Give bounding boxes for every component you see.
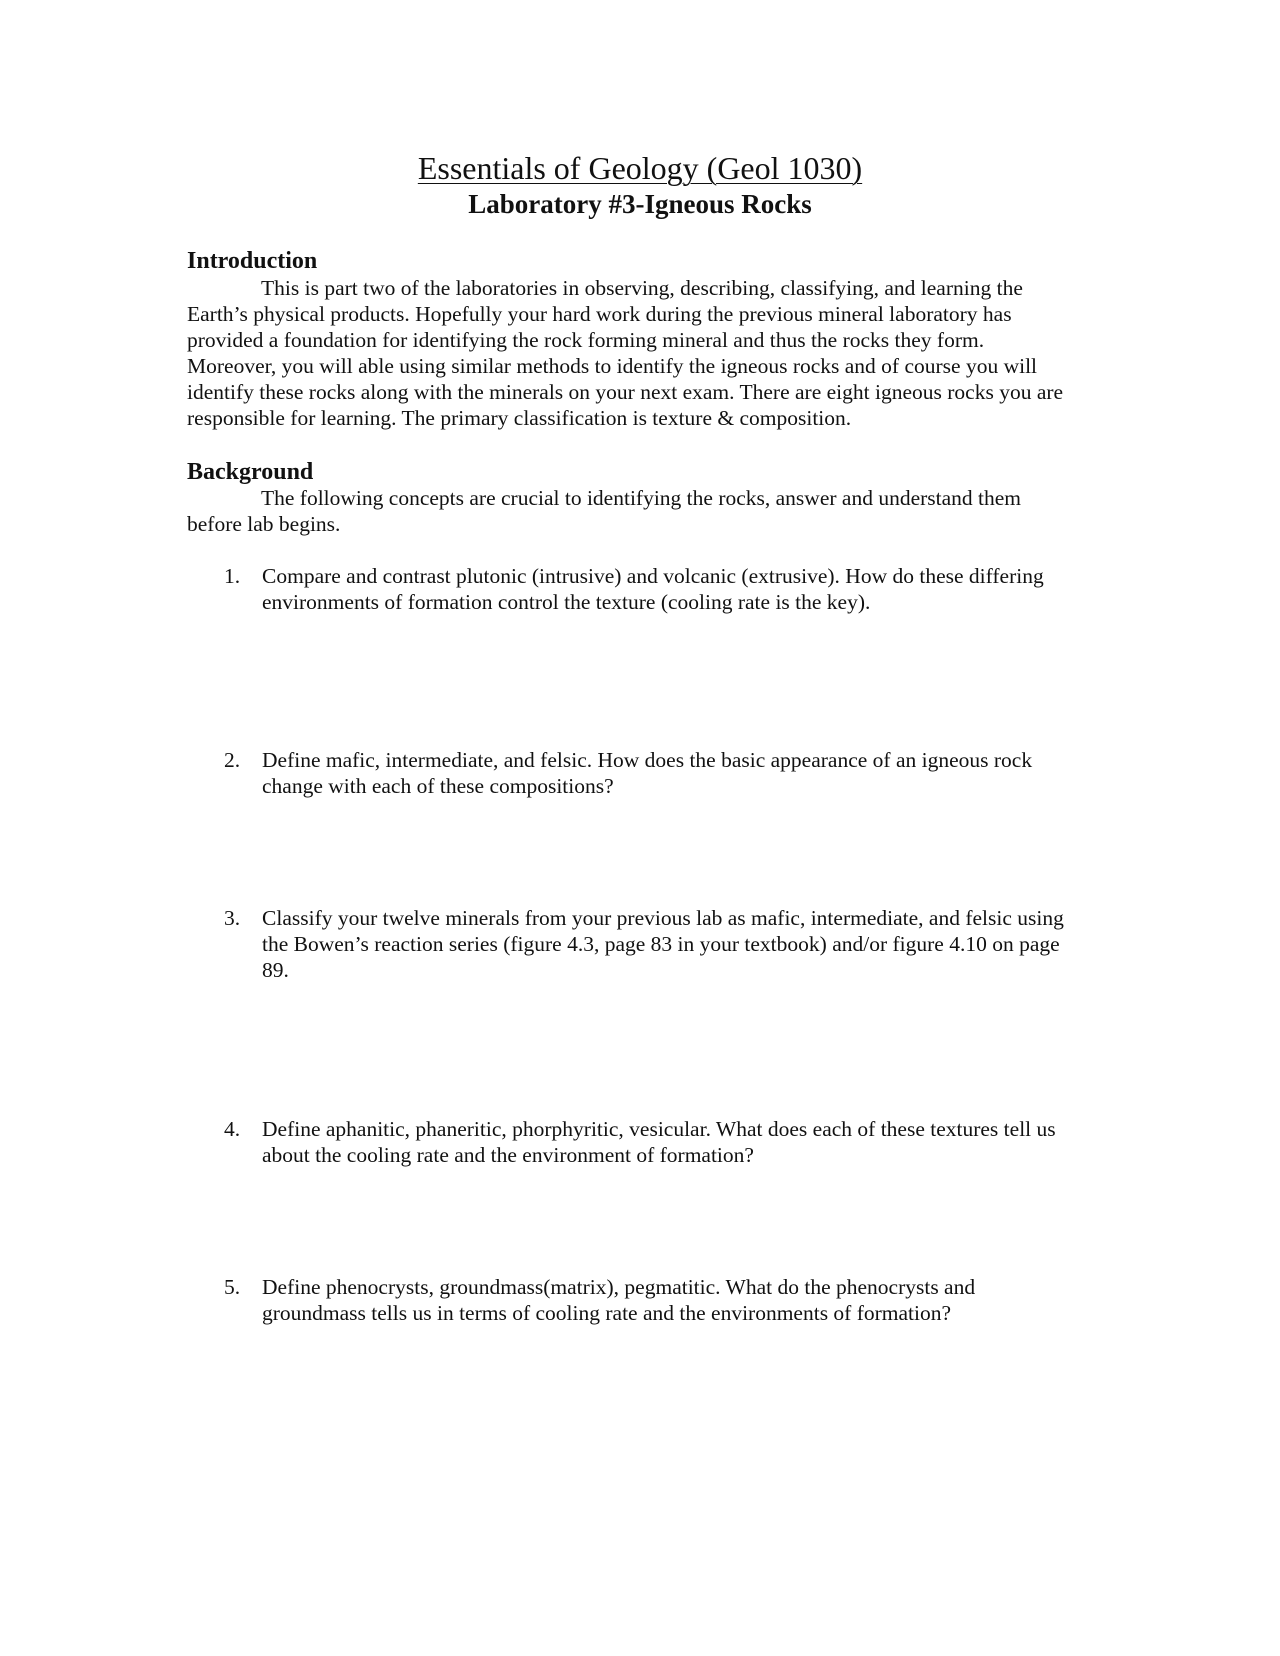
question-text: Define aphanitic, phaneritic, phorphyritic, vesicular. What does each of these textures tell us about the cooling rate and the environment of formation?: [262, 1117, 1056, 1167]
question-2: [224, 747, 1064, 799]
question-text: Define phenocrysts, groundmass(matrix), pegmatitic. What do the phenocrysts and groundmass tells us in terms of cooling rate and the environments of formation?: [262, 1275, 976, 1325]
background-paragraph: The following concepts are crucial to identifying the rocks, answer and understand them before lab begins.: [187, 486, 1022, 536]
question-text: Define mafic, intermediate, and felsic. How does the basic appearance of an igneous rock change with each of these compositions?: [262, 748, 1033, 798]
question-3: [224, 905, 1064, 983]
question-number: 1.: [224, 564, 241, 588]
background-heading: Background: [187, 459, 314, 485]
question-text: Compare and contrast plutonic (intrusive) and volcanic (extrusive). How do these differing environments of formation control the texture (cooling rate is the key).: [262, 564, 1044, 614]
question-number: 3.: [224, 906, 241, 930]
question-number: 2.: [224, 748, 241, 772]
lab-title: Laboratory #3-Igneous Rocks: [468, 189, 812, 219]
question-4: [224, 1116, 1064, 1168]
introduction-paragraph: This is part two of the laboratories in observing, describing, classifying, and learning the Earth’s physical products. Hopefully your hard work during the previous mineral laboratory has provided a foundation for identifying the rock forming mineral and thus the rocks they form. Moreover, you will able using similar methods to identify the igneous rocks and of course you will identify these rocks along with the minerals on your next exam. There are eight igneous rocks you are responsible for learning. The primary classification is texture & composition.: [187, 276, 1064, 430]
question-text: Classify your twelve minerals from your previous lab as mafic, intermediate, and felsic using the Bowen’s reaction series (figure 4.3, page 83 in your textbook) and/or figure 4.10 on page 89.: [262, 906, 1064, 982]
question-5: [224, 1274, 1064, 1326]
question-number: 4.: [224, 1117, 241, 1141]
introduction-heading: Introduction: [187, 248, 318, 274]
question-number: 5.: [224, 1275, 241, 1299]
course-title: Essentials of Geology (Geol 1030): [417, 150, 863, 186]
question-1: [224, 563, 1064, 615]
